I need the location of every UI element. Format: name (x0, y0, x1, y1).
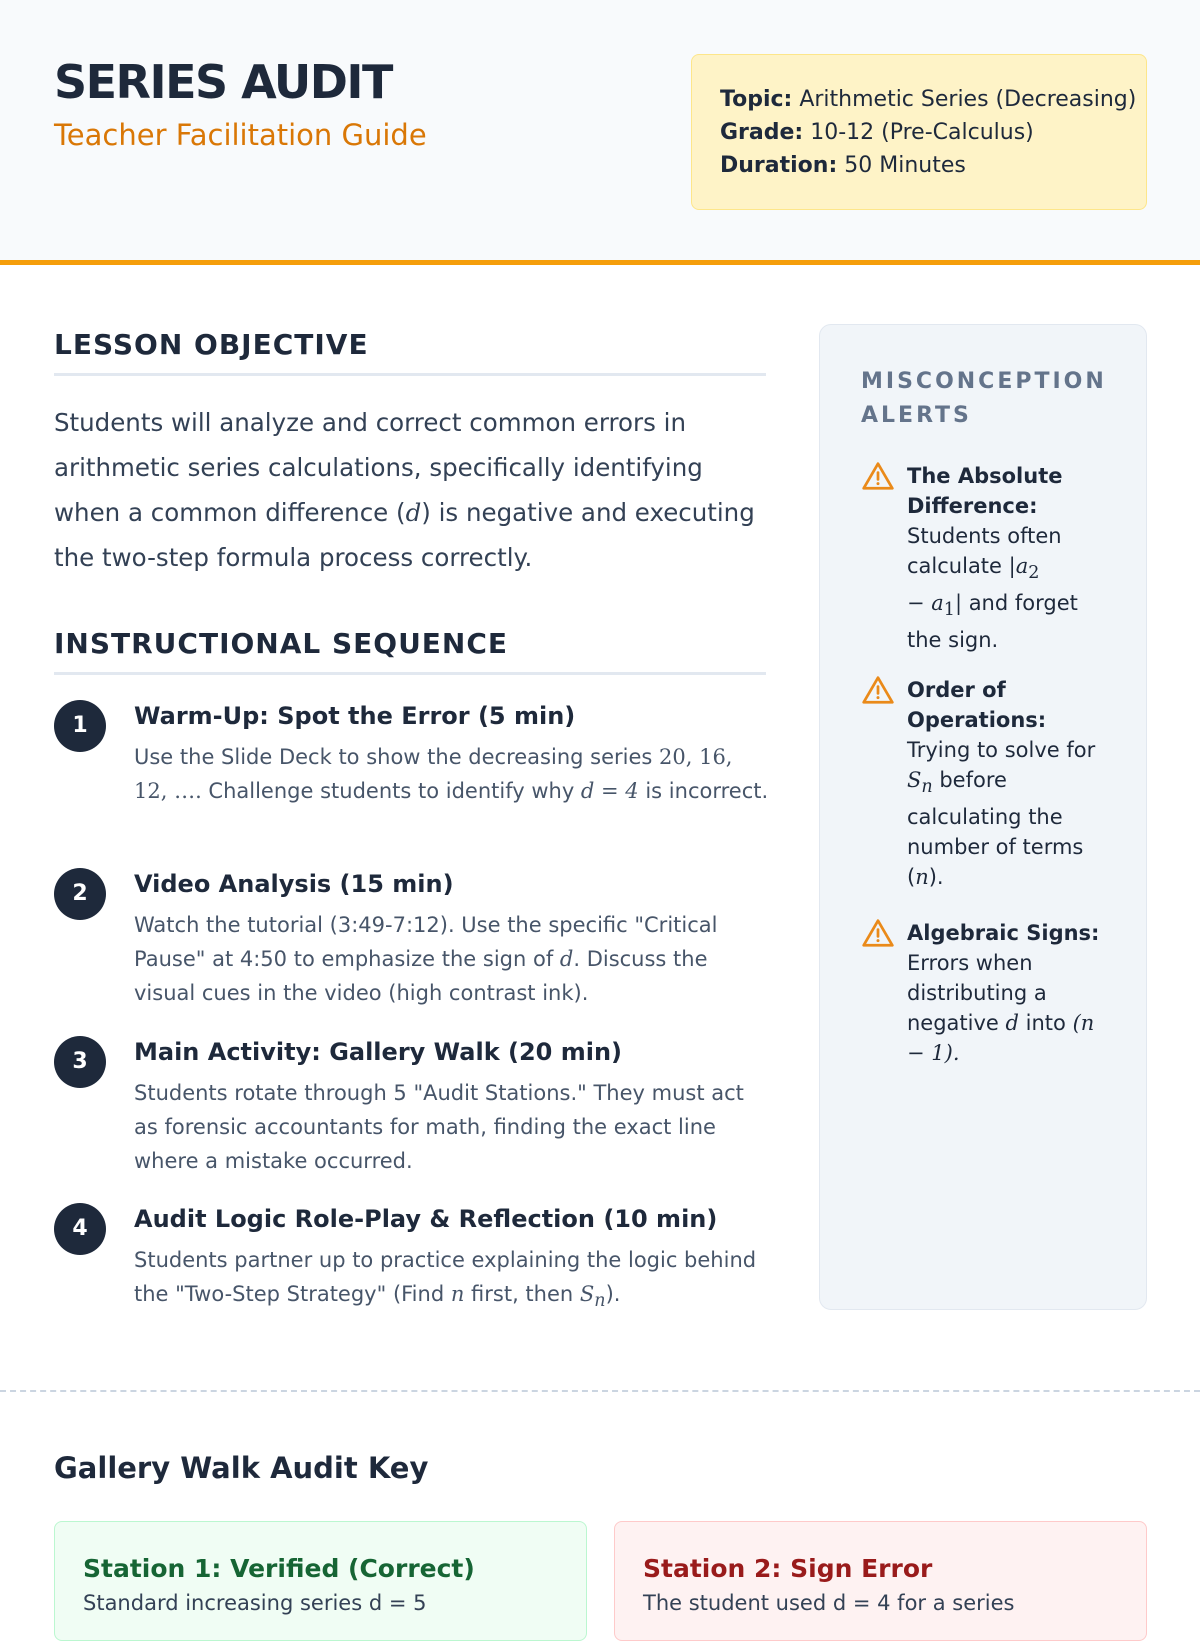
meta-topic: Topic: Arithmetic Series (Decreasing) (720, 87, 1137, 112)
warning-icon (861, 675, 895, 705)
step-description: Students partner up to practice explaining the logic behind the "Two-Step Strategy" (Find n first, then $S_n$). (134, 1248, 757, 1312)
header (0, 0, 1200, 265)
station-text: Standard increasing series d = 5 (83, 1591, 427, 1615)
misconception-sidebar (819, 324, 1147, 1310)
step-description: Use the Slide Deck to show the decreasing series 20, 16, 12, …. Challenge students to identify why d = 4 is incorrect. (134, 745, 769, 803)
step-title: Audit Logic Role-Play & Reflection (10 min) (134, 1205, 718, 1233)
step-number-badge: 1 (54, 700, 106, 752)
station-1-card (54, 1521, 587, 1641)
step-number-badge: 4 (54, 1203, 106, 1255)
sidebar-title: MISCONCEPTION ALERTS (861, 369, 1107, 428)
step-title: Warm-Up: Spot the Error (5 min) (134, 702, 576, 730)
step-title: Main Activity: Gallery Walk (20 min) (134, 1038, 623, 1066)
warning-icon (861, 918, 895, 948)
step-description: Watch the tutorial (3:49-7:12). Use the specific "Critical Pause" at 4:50 to emphasize the sign of d. Discuss the visual cues in the video (high contrast ink). (134, 913, 718, 1005)
sequence-heading: INSTRUCTIONAL SEQUENCE (54, 627, 766, 675)
step-title: Video Analysis (15 min) (134, 870, 454, 898)
objective-text: Students will analyze and correct common errors in arithmetic series calculations, specifically identifying when a common difference (d) is negative and executing the two-step formula process correctly. (54, 408, 755, 572)
station-text: The student used d = 4 for a series (643, 1591, 1015, 1615)
step-number-badge: 3 (54, 1036, 106, 1088)
alert-text: Order of Operations: Trying to solve for $S_n$ before calculating the number of terms (n). (907, 678, 1096, 890)
page-title: SERIES AUDIT (54, 55, 392, 109)
section-divider (0, 1390, 1200, 1392)
step-number-badge: 2 (54, 868, 106, 920)
station-title: Station 2: Sign Error (643, 1554, 933, 1583)
meta-grade: Grade: 10-12 (Pre-Calculus) (720, 120, 1034, 145)
meta-duration: Duration: 50 Minutes (720, 153, 966, 178)
lesson-meta-box (691, 54, 1147, 210)
alert-text: Algebraic Signs: Errors when distributing a negative d into (n − 1). (907, 921, 1100, 1065)
station-title: Station 1: Verified (Correct) (83, 1554, 475, 1583)
warning-icon (861, 461, 895, 491)
step-description: Students rotate through 5 "Audit Stations." They must act as forensic accountants for math, finding the exact line where a mistake occurred. (134, 1081, 744, 1173)
page-subtitle: Teacher Facilitation Guide (54, 118, 427, 152)
audit-key-title: Gallery Walk Audit Key (54, 1451, 429, 1485)
alert-text: The Absolute Difference: Students often calculate $|a_2$ − $a_1|$ and forget the sign. (907, 464, 1078, 653)
station-2-card (614, 1521, 1147, 1641)
objective-heading: LESSON OBJECTIVE (54, 328, 766, 376)
